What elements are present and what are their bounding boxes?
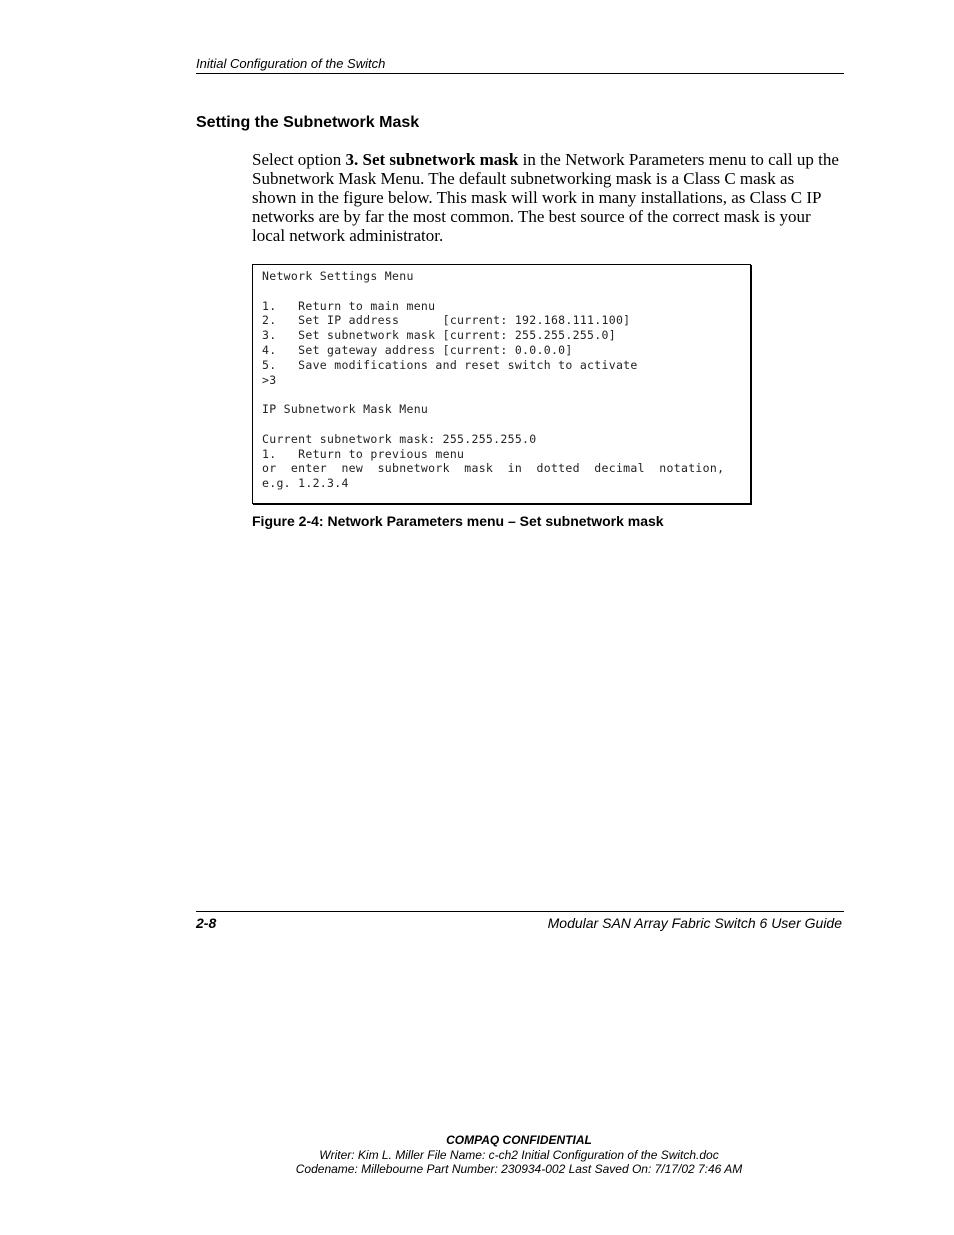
footer-divider	[196, 911, 844, 912]
terminal-line: Network Settings Menu	[262, 269, 414, 283]
terminal-line	[262, 417, 741, 432]
paragraph-lead-text: Select option	[252, 150, 346, 169]
header-divider	[196, 73, 844, 74]
terminal-line: 4. Set gateway address [current: 0.0.0.0]	[262, 342, 573, 357]
confidential-writer-line: Writer: Kim L. Miller File Name: c-ch2 Initial Configuration of the Switch.doc	[319, 1147, 719, 1162]
terminal-line	[262, 387, 741, 402]
terminal-line: 5. Save modifications and reset switch to activate	[262, 357, 638, 372]
paragraph-bold-option: 3. Set subnetwork mask	[345, 150, 519, 169]
confidential-codename-line: Codename: Millebourne Part Number: 230934-002 Last Saved On: 7/17/02 7:46 AM	[295, 1162, 743, 1176]
section-heading: Setting the Subnetwork Mask	[196, 114, 420, 131]
terminal-line: 1. Return to main menu	[262, 298, 436, 313]
terminal-line: 1. Return to previous menu	[262, 446, 465, 461]
terminal-line: or enter new subnetwork mask in dotted decimal notation,	[262, 461, 725, 476]
terminal-screenshot	[252, 264, 751, 504]
terminal-line: e.g. 1.2.3.4	[262, 476, 349, 491]
page-number: 2-8	[196, 915, 217, 931]
terminal-line: 2. Set IP address [current: 192.168.111.100]	[262, 313, 631, 328]
confidential-title: COMPAQ CONFIDENTIAL	[446, 1133, 592, 1147]
terminal-line: Current subnetwork mask: 255.255.255.0	[262, 431, 537, 446]
figure-caption: Figure 2-4: Network Parameters menu – Set subnetwork mask	[252, 513, 664, 529]
terminal-line	[262, 284, 741, 299]
paragraph-body-text: in the Network Parameters menu to call up the Subnetwork Mask Menu. The default subnetworking mask is a Class C mask as shown in the figure below. This mask will work in many installations, as Class C IP networks are by far the most common. The best source of the correct mask is your local network administrator.	[252, 150, 839, 245]
running-header: Initial Configuration of the Switch	[196, 56, 386, 71]
book-title: Modular SAN Array Fabric Switch 6 User Guide	[547, 915, 842, 931]
confidential-notice	[0, 1133, 954, 1177]
terminal-line: IP Subnetwork Mask Menu	[262, 402, 429, 417]
body-paragraph	[252, 150, 842, 245]
terminal-line: 3. Set subnetwork mask [current: 255.255.255.0]	[262, 328, 616, 343]
terminal-line: >3	[262, 372, 277, 387]
